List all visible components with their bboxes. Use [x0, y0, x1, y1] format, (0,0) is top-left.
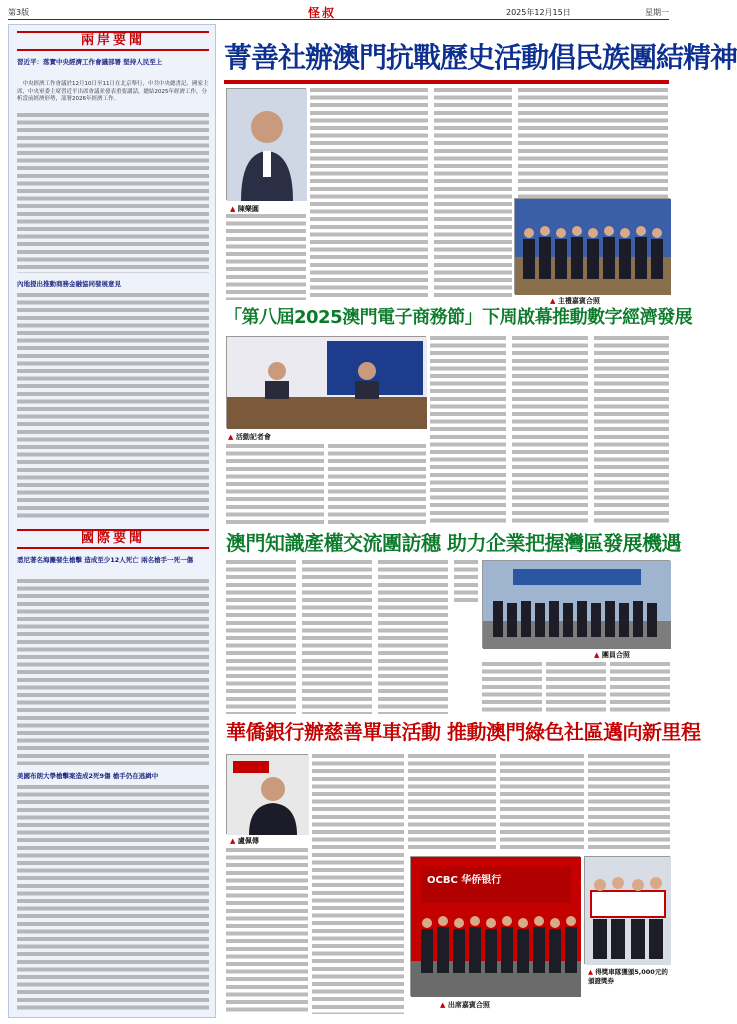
article-body-xi: [17, 113, 209, 273]
story3-text-col7: [610, 662, 670, 714]
cheque-presentation-icon: [585, 857, 671, 965]
story1-caption-person: ▲ 陳樂圓: [230, 204, 259, 214]
story2-headline: 「第八屆2025澳門電子商務節」下周啟幕推動數字經濟發展: [224, 307, 693, 328]
issue-date: 2025年12月15日: [506, 8, 571, 17]
story4-caption-cheque: ▲ 得獎車隊獲頒5,000元的頒證獎券: [588, 968, 670, 986]
article-body-commerce: [17, 293, 209, 521]
issue-weekday: 星期一: [645, 8, 669, 17]
story4-text-col2: [408, 754, 496, 850]
story1-text-col0: [226, 214, 306, 300]
delegation-photo-icon: [483, 561, 671, 649]
story4-headline: 華僑銀行辦慈善單車活動 推動澳門綠色社區邁向新里程: [226, 720, 701, 744]
press-conference-icon: [227, 337, 427, 429]
article-body-sydney: [17, 579, 209, 765]
newspaper-brand: 怪叔: [308, 6, 337, 20]
story3-text-col6: [546, 662, 606, 714]
section-title-cross-strait: 兩岸要聞: [17, 31, 209, 51]
article-title-sydney: 悉尼著名海灘發生槍擊 造成至少12人死亡 兩名槍手一死一傷: [17, 556, 194, 564]
story4-caption-person: ▲ 盧佩傳: [230, 836, 259, 846]
story2-text-col5: [328, 444, 426, 526]
story4-caption-group: ▲ 出席嘉賓合照: [440, 1000, 490, 1010]
person-portrait-icon: [227, 89, 307, 201]
story4-person-photo: [226, 754, 308, 834]
article-title-commerce: 內地提出推動商務金融協同發展意見: [17, 280, 121, 288]
story2-text-col1: [430, 336, 506, 526]
story3-text-col5: [482, 662, 542, 714]
story4-cheque-photo: [584, 856, 670, 964]
article-body-brown: [17, 785, 209, 1011]
story1-caption-group: ▲ 主禮嘉賓合照: [550, 296, 600, 306]
section-title-international: 國際要聞: [17, 529, 209, 549]
story3-text-col4: [454, 560, 478, 604]
story1-person-photo: [226, 88, 306, 200]
story2-text-col2: [512, 336, 588, 526]
story3-caption: ▲ 團員合照: [594, 650, 630, 660]
story2-press-photo: [226, 336, 426, 428]
story3-headline: 澳門知識產權交流團訪穗 助力企業把握灣區發展機遇: [226, 531, 681, 555]
story3-text-col3: [378, 560, 448, 714]
story4-text-col1: [312, 754, 404, 1014]
story2-text-col3: [594, 336, 669, 526]
speaker-portrait-icon: [227, 755, 309, 835]
story2-text-col4: [226, 444, 324, 526]
story2-caption: ▲ 活動記者會: [228, 432, 271, 442]
story1-headline: 菁善社辦澳門抗戰歷史活動倡民族團結精神: [224, 41, 737, 74]
story1-group-photo: [514, 198, 670, 294]
story1-headline-rule: [224, 80, 669, 84]
ocbc-bank-logo: OCBC 华侨银行: [427, 875, 502, 886]
masthead: [8, 4, 669, 20]
article-title-xi: 習近平：落實中央經濟工作會議部署 堅持人民至上: [17, 58, 163, 66]
story4-group-photo: [410, 856, 580, 996]
page-number: 第3版: [8, 8, 30, 17]
story1-text-col1: [310, 88, 428, 300]
left-news-column: [8, 24, 216, 1018]
article-title-brown: 美國布朗大學槍擊案造成2死9傷 槍手仍在逃緝中: [17, 772, 159, 780]
group-photo-icon: [515, 199, 671, 295]
story4-text-col4: [588, 754, 670, 850]
story1-text-col2: [434, 88, 512, 300]
story3-group-photo: [482, 560, 670, 648]
story4-text-col3: [500, 754, 584, 850]
article-lead-xi: 中央經濟工作會議於12月10日至11日在北京舉行，中共中央總書記、國家主席、中央軍委主席習近平出席會議並發表重要講話，總結2025年經濟工作，分析當前經濟形勢，部署2026年經濟工作。: [17, 81, 209, 102]
story3-text-col1: [226, 560, 296, 714]
story3-text-col2: [302, 560, 372, 714]
story4-text-col0: [226, 848, 308, 1014]
